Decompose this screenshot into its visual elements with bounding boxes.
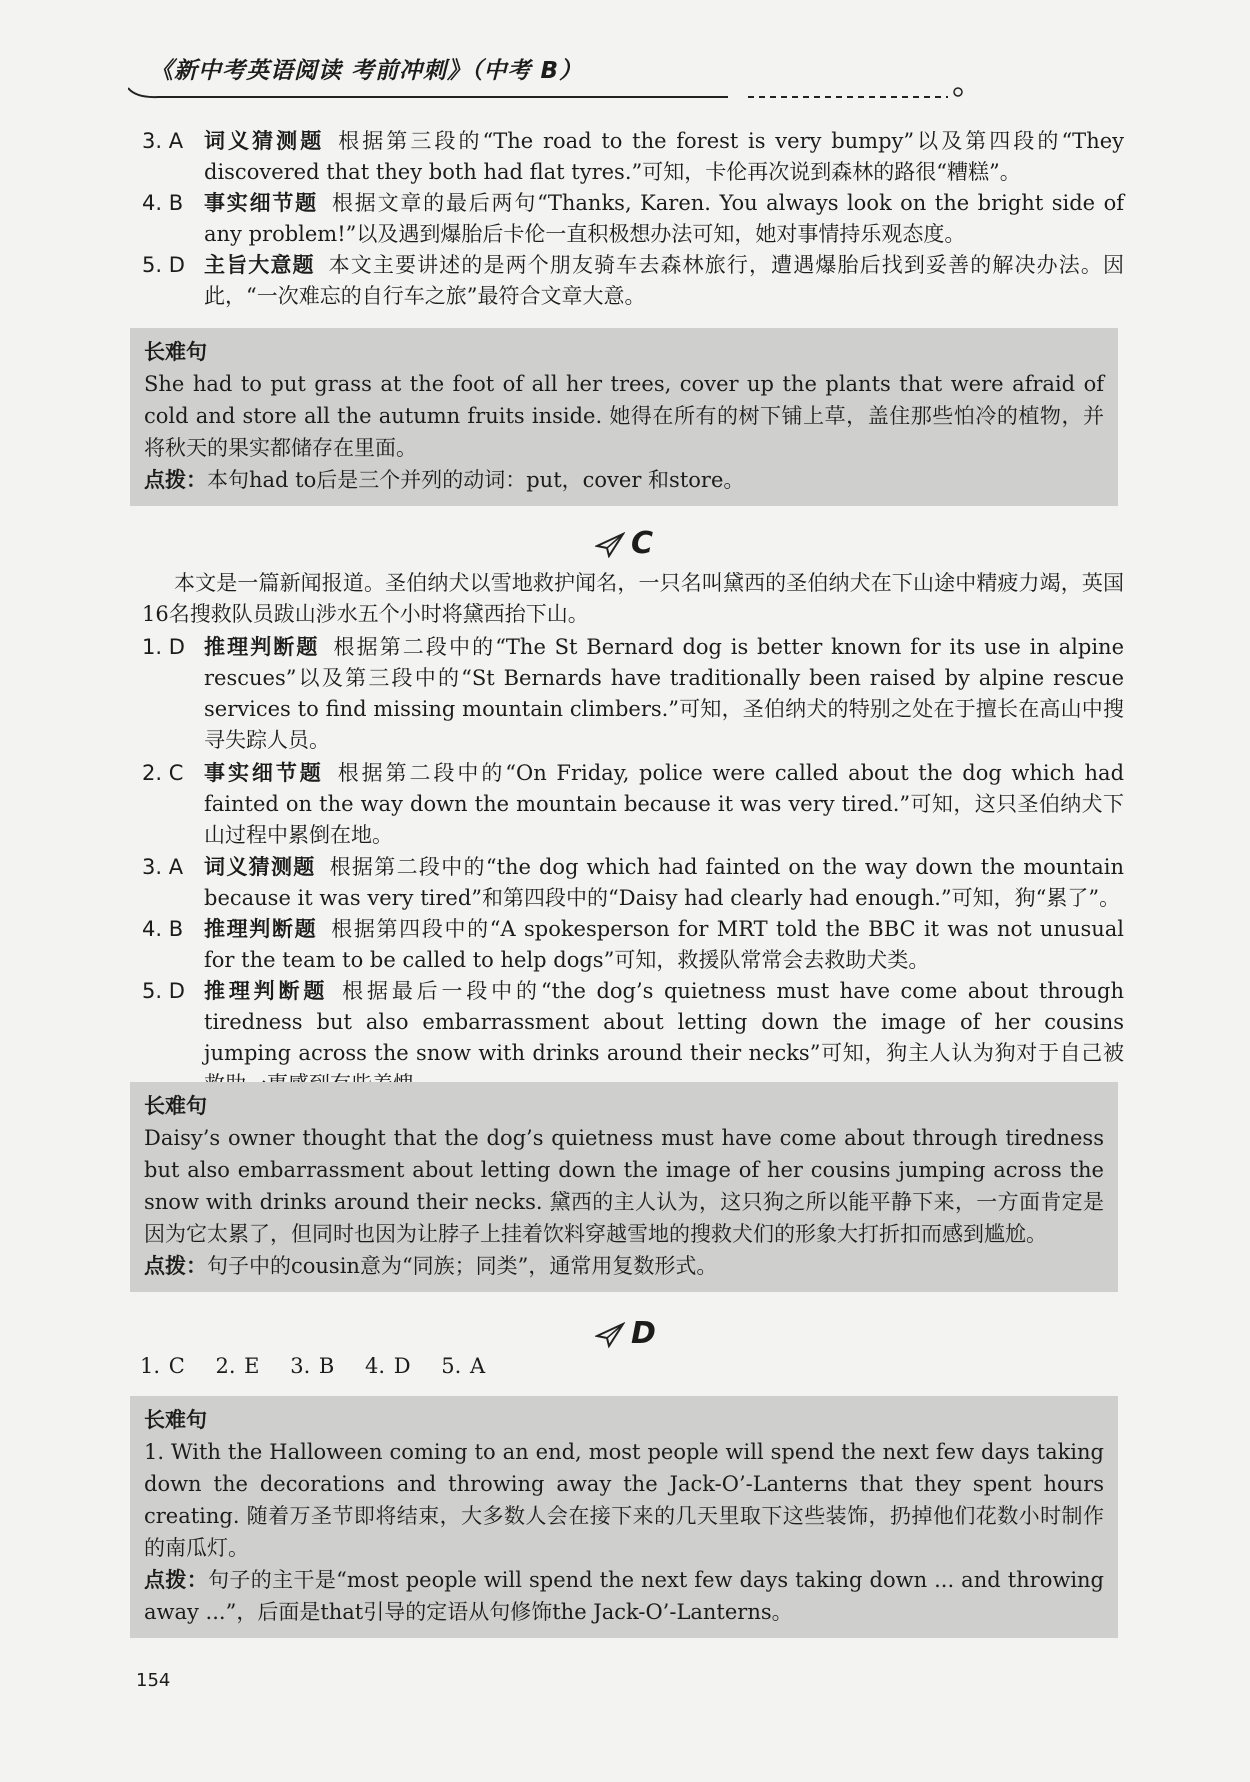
explanation: 根据第三段的“The road to the forest is very bumpy”以及第四段的“They discovered that they both had flat tyres.”可知，卡伦再次说到森林的路很“糟糕”。: [204, 129, 1125, 184]
question-type: 推理判断题: [204, 635, 320, 659]
section-heading-c: [595, 526, 653, 561]
answer-item: [142, 188, 1124, 250]
answer-item: [142, 126, 1124, 188]
answer-number: 5. D: [142, 979, 185, 1003]
answer: 1. C: [140, 1354, 185, 1378]
answer: 5. A: [441, 1354, 486, 1378]
answer-item: [142, 852, 1124, 914]
tip-text: 句子中的cousin意为“同族；同类”，通常用复数形式。: [207, 1254, 718, 1278]
box-title: 长难句: [144, 1094, 207, 1118]
paper-plane-icon: [595, 1322, 625, 1348]
answer-number: 5. D: [142, 253, 185, 277]
section-label: C: [631, 526, 654, 561]
answer-number: 3. A: [142, 855, 184, 879]
answer-item: [142, 758, 1124, 851]
paper-plane-icon: [595, 532, 625, 558]
answer: 4. D: [365, 1354, 411, 1378]
answer-key: [140, 1354, 507, 1378]
answer-number: 4. B: [142, 917, 184, 941]
question-type: 事实细节题: [204, 761, 324, 785]
question-type: 推理判断题: [204, 917, 318, 941]
tip-text: 句子的主干是“most people will spend the next few days taking down ... and throwing away ...”，后面是that引导的定语从句修饰the Jack-O’-Lanterns。: [144, 1568, 1104, 1624]
answer-item: [142, 914, 1124, 976]
answer-item: [142, 632, 1124, 756]
long-sentence: 1. With the Halloween coming to an end, most people will spend the next few days taking down the decorations and throwing away the Jack-O’-Lanterns that they spent hours creating. 随着万圣节即将结束，大多数人会在接下来的几天里取下这些装饰，扔掉他们花数小时制作的南瓜灯。: [144, 1440, 1104, 1560]
question-type: 推理判断题: [204, 979, 329, 1003]
answer-number: 3. A: [142, 129, 184, 153]
page-header-title: 《新中考英语阅读 考前冲刺》（中考 B）: [150, 58, 584, 84]
explanation: 根据第四段中的“A spokesperson for MRT told the BBC it was not unusual for the team to be called to help dogs”可知，救援队常常会去救助犬类。: [204, 917, 1125, 972]
page-number: 154: [136, 1670, 171, 1691]
long-sentence-box: [130, 328, 1118, 506]
tip-label: 点拨：: [144, 468, 207, 492]
tip-label: 点拨：: [144, 1568, 209, 1592]
answer-number: 1. D: [142, 635, 185, 659]
box-title: 长难句: [144, 1408, 207, 1432]
question-type: 词义猜测题: [204, 855, 316, 879]
long-sentence-box: [130, 1082, 1118, 1292]
answer-number: 4. B: [142, 191, 184, 215]
explanation: 根据第二段中的“On Friday, police were called about the dog which had fainted on the way down the mountain because it was very tired.”可知，这只圣伯纳犬下山过程中累倒在地。: [204, 761, 1125, 847]
answer: 2. E: [215, 1354, 260, 1378]
long-sentence: She had to put grass at the foot of all her trees, cover up the plants that were afraid of cold and store all the autumn fruits inside. 她得在所有的树下铺上草，盖住那些怕冷的植物，并将秋天的果实都储存在里面。: [144, 372, 1104, 460]
explanation: 根据第二段中的“the dog which had fainted on the way down the mountain because it was very tired”和第四段中的“Daisy had clearly had enough.”可知，狗“累了”。: [204, 855, 1124, 910]
question-type: 词义猜测题: [204, 129, 325, 153]
explanation: 本文主要讲述的是两个朋友骑车去森林旅行，遭遇爆胎后找到妥善的解决办法。因此，“一次难忘的自行车之旅”最符合文章大意。: [204, 253, 1124, 308]
tip-label: 点拨：: [144, 1254, 207, 1278]
box-title: 长难句: [144, 340, 207, 364]
long-sentence: Daisy’s owner thought that the dog’s quietness must have come about through tiredness but also embarrassment about letting down the image of her cousins jumping across the snow with drinks around their necks. 黛西的主人认为，这只狗之所以能平静下来，一方面肯定是因为它太累了，但同时也因为让脖子上挂着饮料穿越雪地的搜救犬们的形象大打折扣而感到尴尬。: [144, 1126, 1104, 1246]
section-heading-d: [595, 1316, 656, 1351]
question-type: 主旨大意题: [204, 253, 315, 277]
tip-text: 本句had to后是三个并列的动词：put，cover 和store。: [207, 468, 745, 492]
explanation: 根据文章的最后两句“Thanks, Karen. You always look on the bright side of any problem!”以及遇到爆胎后卡伦一直积极想办法可知，她对事情持乐观态度。: [204, 191, 1124, 246]
explanation: 根据最后一段中的“the dog’s quietness must have come about through tiredness but also embarrassment about letting down the image of her cousins jumping across the snow with drinks around their necks”可知，狗主人认为狗对于自己被: [204, 979, 1124, 1065]
answer: 3. B: [290, 1354, 335, 1378]
section-intro: 本文是一篇新闻报道。圣伯纳犬以雪地救护闻名，一只名叫黛西的圣伯纳犬在下山途中精疲力竭，英国16名搜救队员跋山涉水五个小时将黛西抬下山。: [142, 571, 1124, 626]
answer-item: [142, 250, 1124, 312]
header-rule: [128, 86, 968, 100]
section-label: D: [631, 1316, 656, 1351]
answer-number: 2. C: [142, 761, 184, 785]
long-sentence-box: [130, 1396, 1118, 1638]
explanation: 根据第二段中的“The St Bernard dog is better known for its use in alpine rescues”以及第三段中的“St Bernards have traditionally been raised by alpine rescue services to find missing mountain climbers.”可知，圣伯纳犬的特别之处在于擅长在高山中搜寻失踪人员。: [204, 635, 1124, 752]
question-type: 事实细节题: [204, 191, 318, 215]
